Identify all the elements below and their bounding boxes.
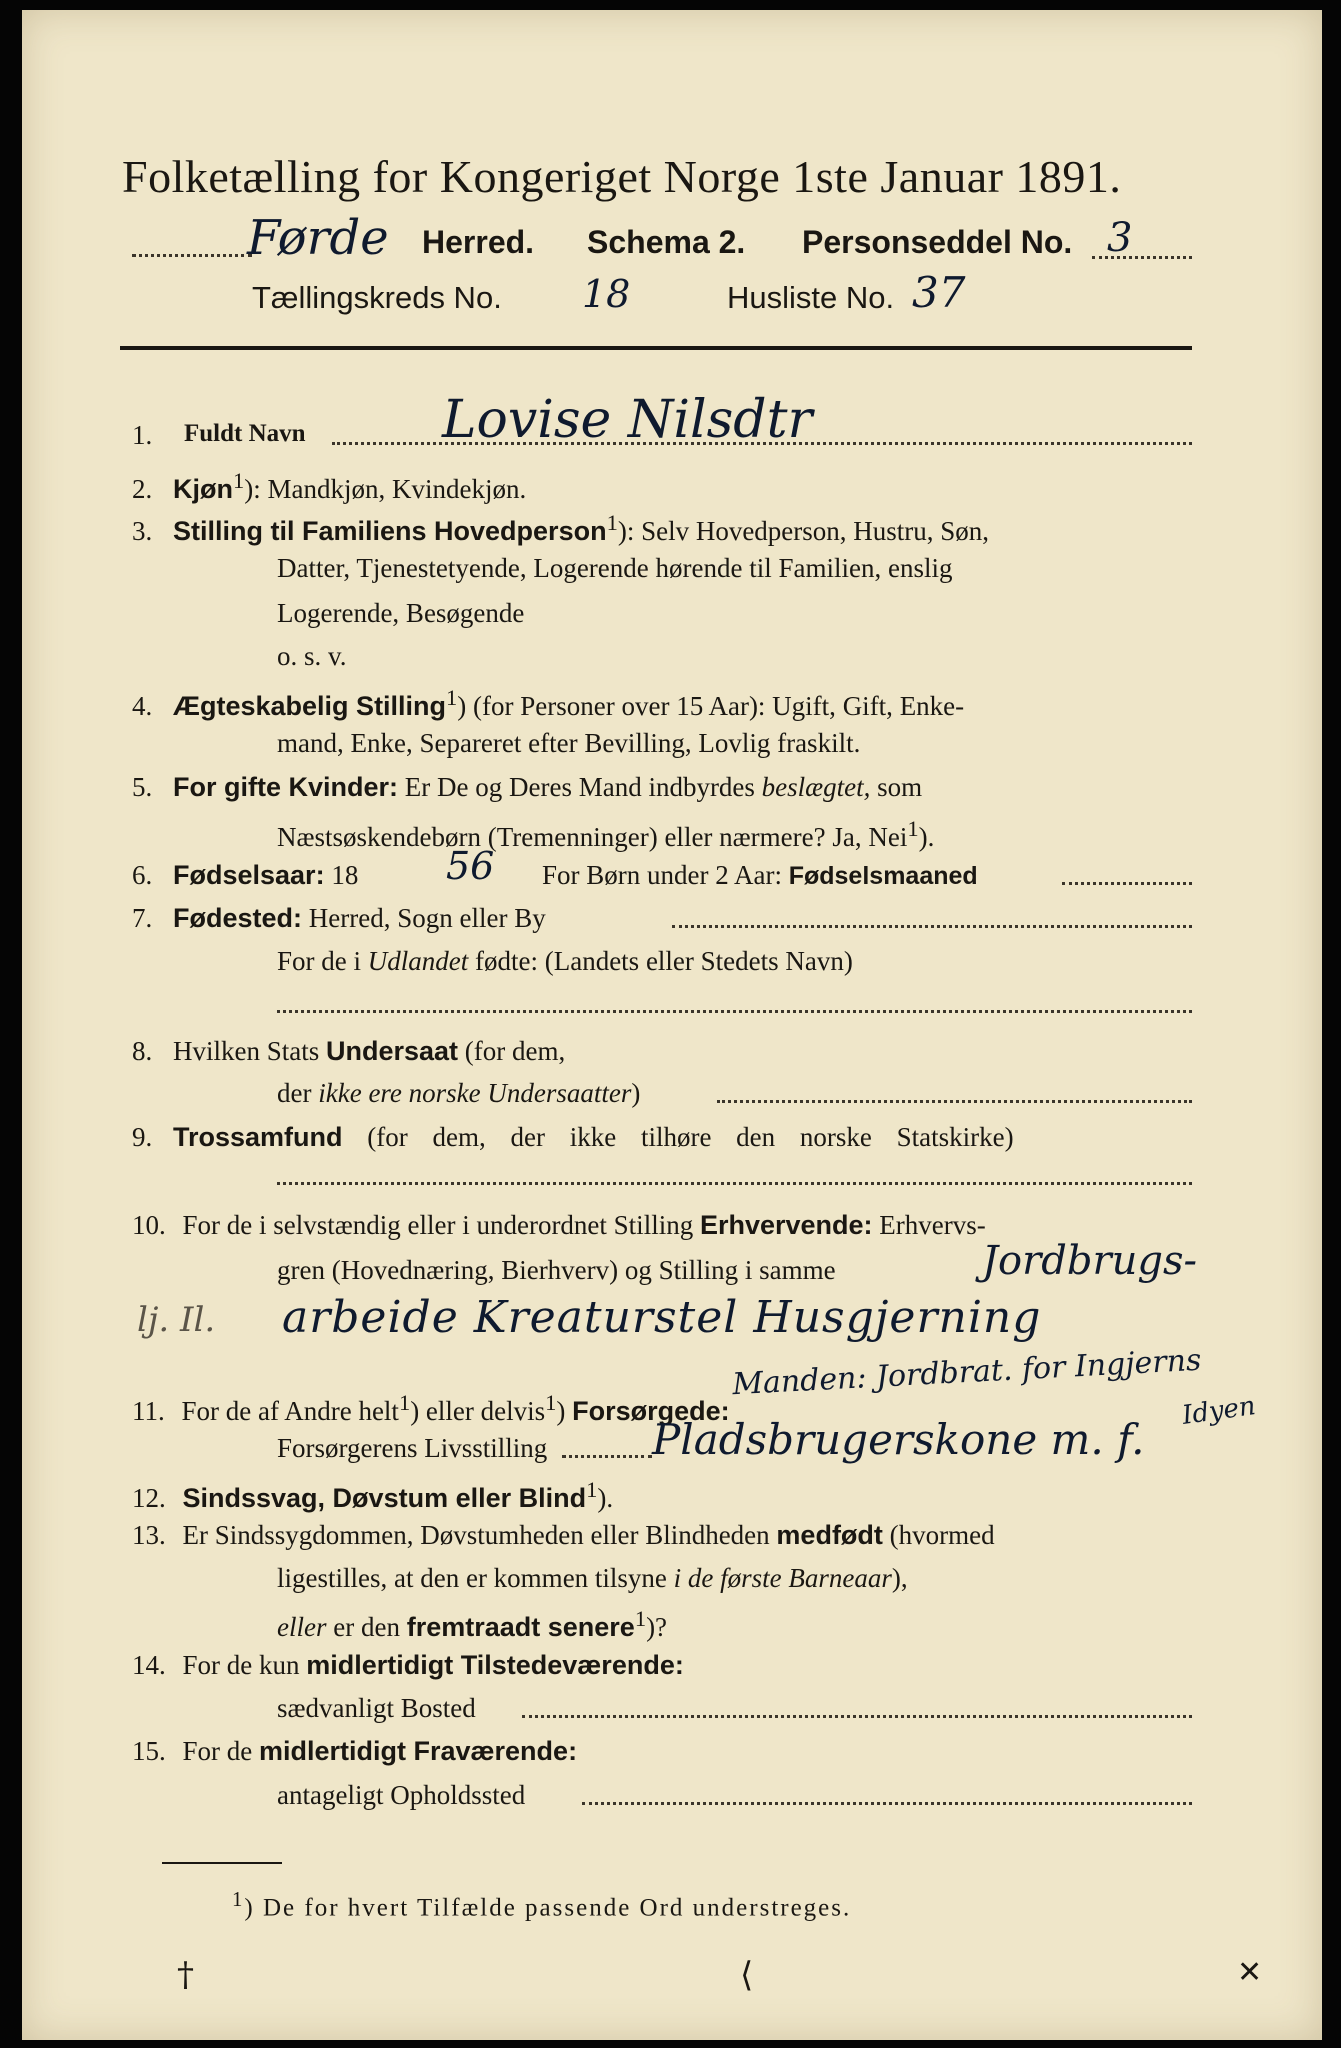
q11-value-top2: Idyen [1180, 1391, 1258, 1431]
q2-text: ): Mandkjøn, [244, 474, 392, 504]
q4-line1: 4. Ægteskabelig Stilling$^1$) (for Personer over 15 Aar): Ugift, Gift, Enke- [132, 685, 965, 721]
q3-underlined: Datter, [277, 553, 351, 583]
q9-number: 9. [132, 1122, 153, 1152]
q15-line2: antageligt Opholdssted [277, 1780, 526, 1810]
q11-value: Pladsbrugerskone m. f. [652, 1415, 1145, 1464]
q13-line2 [277, 1563, 908, 1594]
q9-line [132, 1122, 1014, 1153]
q3-line1: 3. Stilling til Familiens Hovedperson$^1$): Selv Hovedperson, Hustru, Søn, [132, 510, 990, 546]
q2-line [132, 468, 526, 505]
schema-label: Schema 2. [587, 224, 746, 260]
q4-number: 4. [132, 691, 153, 721]
herred-value: Førde [247, 210, 389, 266]
q3-line3: Logerende, Besøgende [277, 598, 525, 628]
q7-underlined: Herred, [308, 903, 391, 933]
q10-value1: Jordbrugs- [982, 1238, 1197, 1284]
q7-italic: Udlandet [367, 946, 469, 976]
q10-line2: gren (Hovednæring, Bierhverv) og Stilling i samme [277, 1255, 836, 1285]
q14-line2: sædvanligt Bosted [277, 1693, 476, 1723]
q5-line2: Næstsøskendebørn (Tremenninger) eller nærmere? Ja, Nei$^1$). [277, 816, 935, 852]
header-rule [120, 346, 1192, 350]
q5-text-a: Er De og Deres Mand indbyrdes [398, 772, 762, 802]
kreds-label: Tællingskreds No. [252, 280, 502, 315]
q13-line2-a: ligestilles, at den er kommen tilsyne [277, 1563, 674, 1593]
q14-text-a: For de kun [182, 1650, 307, 1680]
q2-sup: 1 [233, 468, 245, 493]
q9-dots [277, 1182, 1192, 1185]
q6-dots [1062, 882, 1192, 885]
q13-number: 13. [132, 1520, 166, 1550]
q13-line3-b: )? [646, 1612, 668, 1642]
q11-label: Forsørgede: [572, 1396, 730, 1426]
q6-number: 6. [132, 860, 153, 890]
q9-label: Trossamfund [173, 1122, 343, 1152]
q8-line2-a: der [277, 1078, 319, 1108]
q7-line2 [277, 946, 853, 977]
q9-text: (for dem, der ikke tilhøre den norske Statskirke) [342, 1122, 1014, 1152]
q2-label: Kjøn [173, 474, 233, 504]
personseddel-label: Personseddel No. [802, 224, 1073, 260]
herred-label: Herred. [422, 224, 535, 260]
q8-text-a: Hvilken Stats [173, 1036, 326, 1066]
q5-label: For gifte Kvinder: [173, 772, 399, 802]
q12-label: Sindssvag, Døvstum eller Blind [182, 1483, 587, 1513]
census-form [22, 10, 1322, 2040]
q11-value-top: Manden: Jordbrat. for Ingjerns [731, 1342, 1203, 1403]
q4-text-a: ) (for Personer over 15 Aar): Ugift, [457, 691, 843, 721]
q11-line1: 11. For de af Andre helt$^1$) eller delvis$^1$) Forsørgede: [132, 1390, 730, 1426]
kreds-value: 18 [582, 272, 631, 316]
q13-italic3: eller [277, 1612, 327, 1642]
q4-text-b: Enke- [892, 691, 965, 721]
q12-line: 12. Sindssvag, Døvstum eller Blind$^1$). [132, 1477, 614, 1513]
q6-line [132, 860, 358, 891]
q13-line3-a: er den [326, 1612, 407, 1642]
husliste-label: Husliste No. [727, 280, 895, 315]
q3-rest: ): Selv Hovedperson, Hustru, Søn, [617, 516, 990, 546]
q7-line2-b: fødte: (Landets eller Stedets Navn) [468, 946, 853, 976]
q10-number: 10. [132, 1210, 166, 1240]
q5-line2-text: Næstsøskendebørn (Tremenninger) eller nærmere? Ja, [277, 822, 869, 852]
footnote-sup: 1 [232, 1887, 245, 1911]
q13-line2-b: ), [891, 1563, 908, 1593]
q13-line3: eller er den fremtraadt senere$^1$)? [277, 1606, 668, 1642]
footnote-rule [162, 1862, 282, 1864]
q3-line2 [277, 553, 952, 584]
q13-label: medfødt [776, 1520, 883, 1550]
q11-line2: Forsørgerens Livsstilling [277, 1433, 548, 1463]
q6-value: 56 [446, 844, 495, 888]
q12-tail: ). [597, 1483, 614, 1513]
q11-number: 11. [132, 1396, 165, 1426]
form-title: Folketælling for Kongeriget Norge 1ste Januar 1891. [122, 151, 1122, 202]
q7-line2-a: For de i [277, 946, 368, 976]
footnote-text: ) De for hvert Tilfælde passende Ord understreges. [244, 1894, 852, 1922]
q5-text-b: som [870, 772, 923, 802]
q3-number: 3. [132, 516, 153, 546]
q5-underlined: Nei [868, 822, 908, 852]
q4-underlined: Gift, [842, 691, 893, 721]
q1-label: Fuldt Navn [184, 420, 306, 447]
center-crop-mark: ⟨ [740, 1955, 754, 1995]
q2-underlined: Kvindekjøn. [392, 474, 527, 504]
q10-text-a: For de i selvstændig eller i underordnet Stilling [182, 1210, 700, 1240]
q8-dots [717, 1100, 1192, 1103]
q15-dots [582, 1802, 1192, 1805]
q4-line2: mand, Enke, Separeret efter Bevilling, Lovlig fraskilt. [277, 728, 861, 758]
q8-line1 [132, 1036, 565, 1067]
footnote [232, 1887, 851, 1922]
q11-text-b: ) eller delvis [410, 1396, 546, 1426]
q10-text-b: Erhvervs- [872, 1210, 986, 1240]
q14-number: 14. [132, 1650, 166, 1680]
q10-line1 [132, 1210, 986, 1241]
herred-dots [132, 254, 252, 257]
q7-dots2 [277, 1010, 1192, 1013]
husliste-value: 37 [912, 268, 966, 317]
q12-number: 12. [132, 1483, 166, 1513]
q11-dots [562, 1455, 652, 1458]
q3-label: Stilling til Familiens Hovedperson [173, 516, 607, 546]
q15-line1 [132, 1736, 577, 1767]
q13-italic2: i de første Barneaar [673, 1563, 892, 1593]
q13-label3: fremtraadt senere [406, 1612, 635, 1642]
q3-line2-text: Tjenestetyende, Logerende hørende til Familien, enslig [350, 553, 953, 583]
q8-line2 [277, 1078, 640, 1109]
q7-dots [672, 925, 1192, 928]
q5-line2-tail: ). [918, 822, 935, 852]
q10-label: Erhvervende: [699, 1210, 873, 1240]
left-crop-mark: † [177, 1955, 194, 1995]
q6-label2: Fødselsmaaned [788, 862, 978, 890]
q7-line1 [132, 903, 546, 934]
q2-number: 2. [132, 474, 153, 504]
q5-line1 [132, 772, 922, 803]
q3-line4: o. s. v. [277, 641, 347, 671]
q4-label: Ægteskabelig Stilling [173, 691, 447, 721]
personseddel-dots [1092, 256, 1192, 259]
q8-italic: ikke ere norske Undersaatter [318, 1078, 632, 1108]
q6-label: Fødselsaar: [173, 860, 325, 890]
q11-text-c: ) [556, 1396, 573, 1426]
q8-line2-b: ) [631, 1078, 641, 1108]
q6-part2 [542, 860, 978, 891]
q13-text-b: (hvormed [882, 1520, 995, 1550]
q1-number: 1. [132, 420, 153, 450]
q15-label: midlertidigt Fraværende: [259, 1736, 578, 1766]
q6-prefix: 18 [331, 860, 359, 890]
q8-label: Undersaat [326, 1036, 459, 1066]
q13-line1 [132, 1520, 995, 1551]
q14-line1 [132, 1650, 684, 1681]
q8-text-b: (for dem, [458, 1036, 566, 1066]
q15-number: 15. [132, 1736, 166, 1766]
q7-label: Fødested: [173, 903, 303, 933]
q1-value: Lovise Nilsdtr [442, 390, 813, 450]
q14-dots [522, 1715, 1192, 1718]
q5-italic: beslægtet, [761, 772, 871, 802]
right-crop-mark: ✕ [1237, 1955, 1263, 1990]
q7-text: Sogn eller By [390, 903, 546, 933]
q11-text-a: For de af Andre helt [181, 1396, 399, 1426]
q5-number: 5. [132, 772, 153, 802]
q8-number: 8. [132, 1036, 153, 1066]
q15-text-a: For de [182, 1736, 259, 1766]
q10-margin-note: lj. Il. [137, 1300, 216, 1340]
q13-text-a: Er Sindssygdommen, Døvstumheden eller Blindheden [182, 1520, 777, 1550]
q6-text: For Børn under 2 Aar: [542, 860, 789, 890]
personseddel-value: 3 [1107, 215, 1133, 261]
q7-number: 7. [132, 903, 153, 933]
q14-label: midlertidigt Tilstedeværende: [306, 1650, 684, 1680]
q10-value2: arbeide Kreaturstel Husgjerning [282, 1292, 1042, 1343]
